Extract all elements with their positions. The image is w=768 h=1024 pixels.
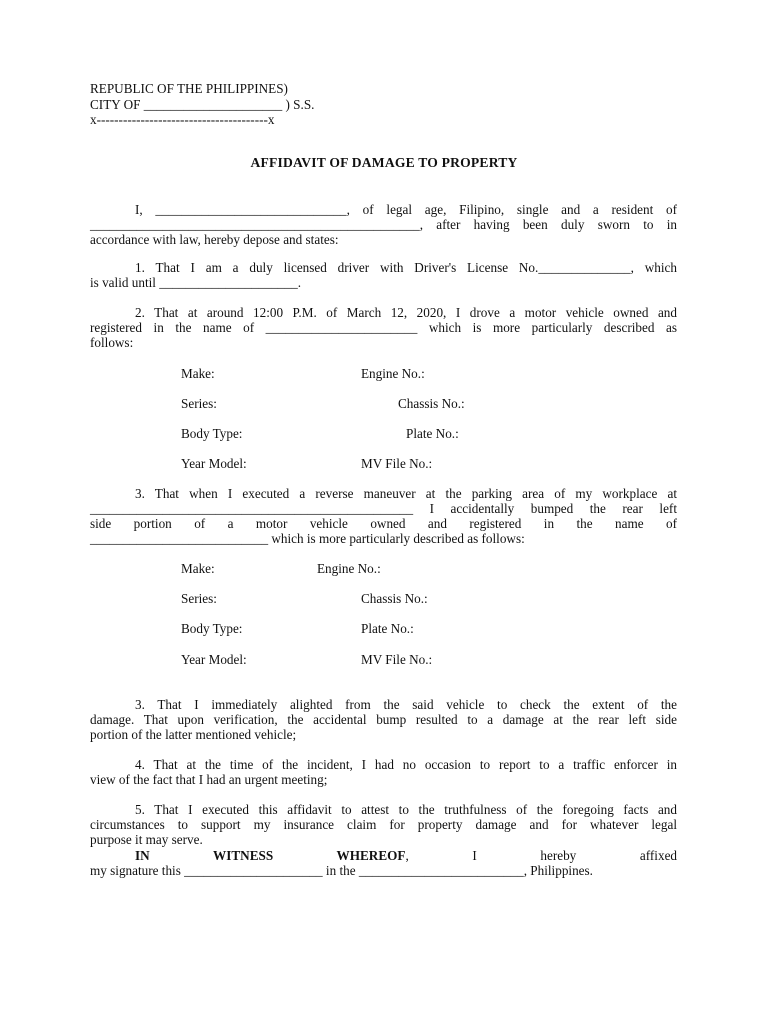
para2-line-2: registered in the name of _______________________ which is more particularly described as (90, 320, 677, 335)
v1-plate-label: Plate No.: (406, 426, 459, 441)
v2-year-label: Year Model: (181, 652, 247, 667)
header-republic: REPUBLIC OF THE PHILIPPINES) (90, 81, 288, 96)
para1-line-1: 1. That I am a duly licensed driver with Driver's License No.______________, which (135, 260, 677, 275)
para3-line-1: 3. That when I executed a reverse maneuver at the parking area of my workplace at (135, 486, 677, 501)
para4-line-1: 3. That I immediately alighted from the said vehicle to check the extent of the (135, 697, 677, 712)
para6-line-1: 5. That I executed this affidavit to attest to the truthfulness of the foregoing facts and (135, 802, 677, 817)
v2-body-label: Body Type: (181, 621, 243, 636)
witness-heading: IN WITNESS WHEREOF (135, 848, 406, 863)
intro-line-3: accordance with law, hereby depose and states: (90, 232, 339, 247)
para5-line-2: view of the fact that I had an urgent meeting; (90, 772, 328, 787)
document-title: AFFIDAVIT OF DAMAGE TO PROPERTY (250, 155, 518, 170)
v1-engine-label: Engine No.: (361, 366, 425, 381)
v1-body-label: Body Type: (181, 426, 243, 441)
v1-year-label: Year Model: (181, 456, 247, 471)
v1-chassis-label: Chassis No.: (398, 396, 465, 411)
header-city: CITY OF _____________________ ) S.S. (90, 97, 315, 112)
para6-line-2: circumstances to support my insurance claim for property damage and for whatever legal (90, 817, 677, 832)
v2-mv-label: MV File No.: (361, 652, 433, 667)
intro-line-1: I, _____________________________, of legal age, Filipino, single and a resident of (135, 202, 677, 217)
witness-line-2: my signature this _____________________ in the _________________________, Philippines. (90, 863, 593, 878)
para4-line-2: damage. That upon verification, the accidental bump resulted to a damage at the rear left side (90, 712, 677, 727)
header-divider: x---------------------------------------x (90, 112, 275, 127)
v2-make-label: Make: (181, 561, 215, 576)
v1-make-label: Make: (181, 366, 215, 381)
v2-chassis-label: Chassis No.: (361, 591, 428, 606)
para2-line-1: 2. That at around 12:00 P.M. of March 12, 2020, I drove a motor vehicle owned and (135, 305, 677, 320)
para4-line-3: portion of the latter mentioned vehicle; (90, 727, 297, 742)
v1-series-label: Series: (181, 396, 217, 411)
intro-line-2: __________________________________________________, after having been duly sworn to in (90, 217, 677, 232)
v2-series-label: Series: (181, 591, 217, 606)
para2-line-3: follows: (90, 335, 134, 350)
para6-line-3: purpose it may serve. (90, 832, 203, 847)
para5-line-1: 4. That at the time of the incident, I had no occasion to report to a traffic enforcer in (135, 757, 677, 772)
para3-line-4: ___________________________ which is more particularly described as follows: (90, 531, 525, 546)
para3-line-2: _________________________________________________ I accidentally bumped the rear left (90, 501, 677, 516)
v2-plate-label: Plate No.: (361, 621, 414, 636)
para1-line-2: is valid until _____________________. (90, 275, 301, 290)
witness-line-1 (90, 848, 677, 863)
v1-mv-label: MV File No.: (361, 456, 433, 471)
witness-line-1-rest: , I hereby affixed (405, 848, 678, 863)
v2-engine-label: Engine No.: (317, 561, 381, 576)
para3-line-3: side portion of a motor vehicle owned and registered in the name of (90, 516, 677, 531)
